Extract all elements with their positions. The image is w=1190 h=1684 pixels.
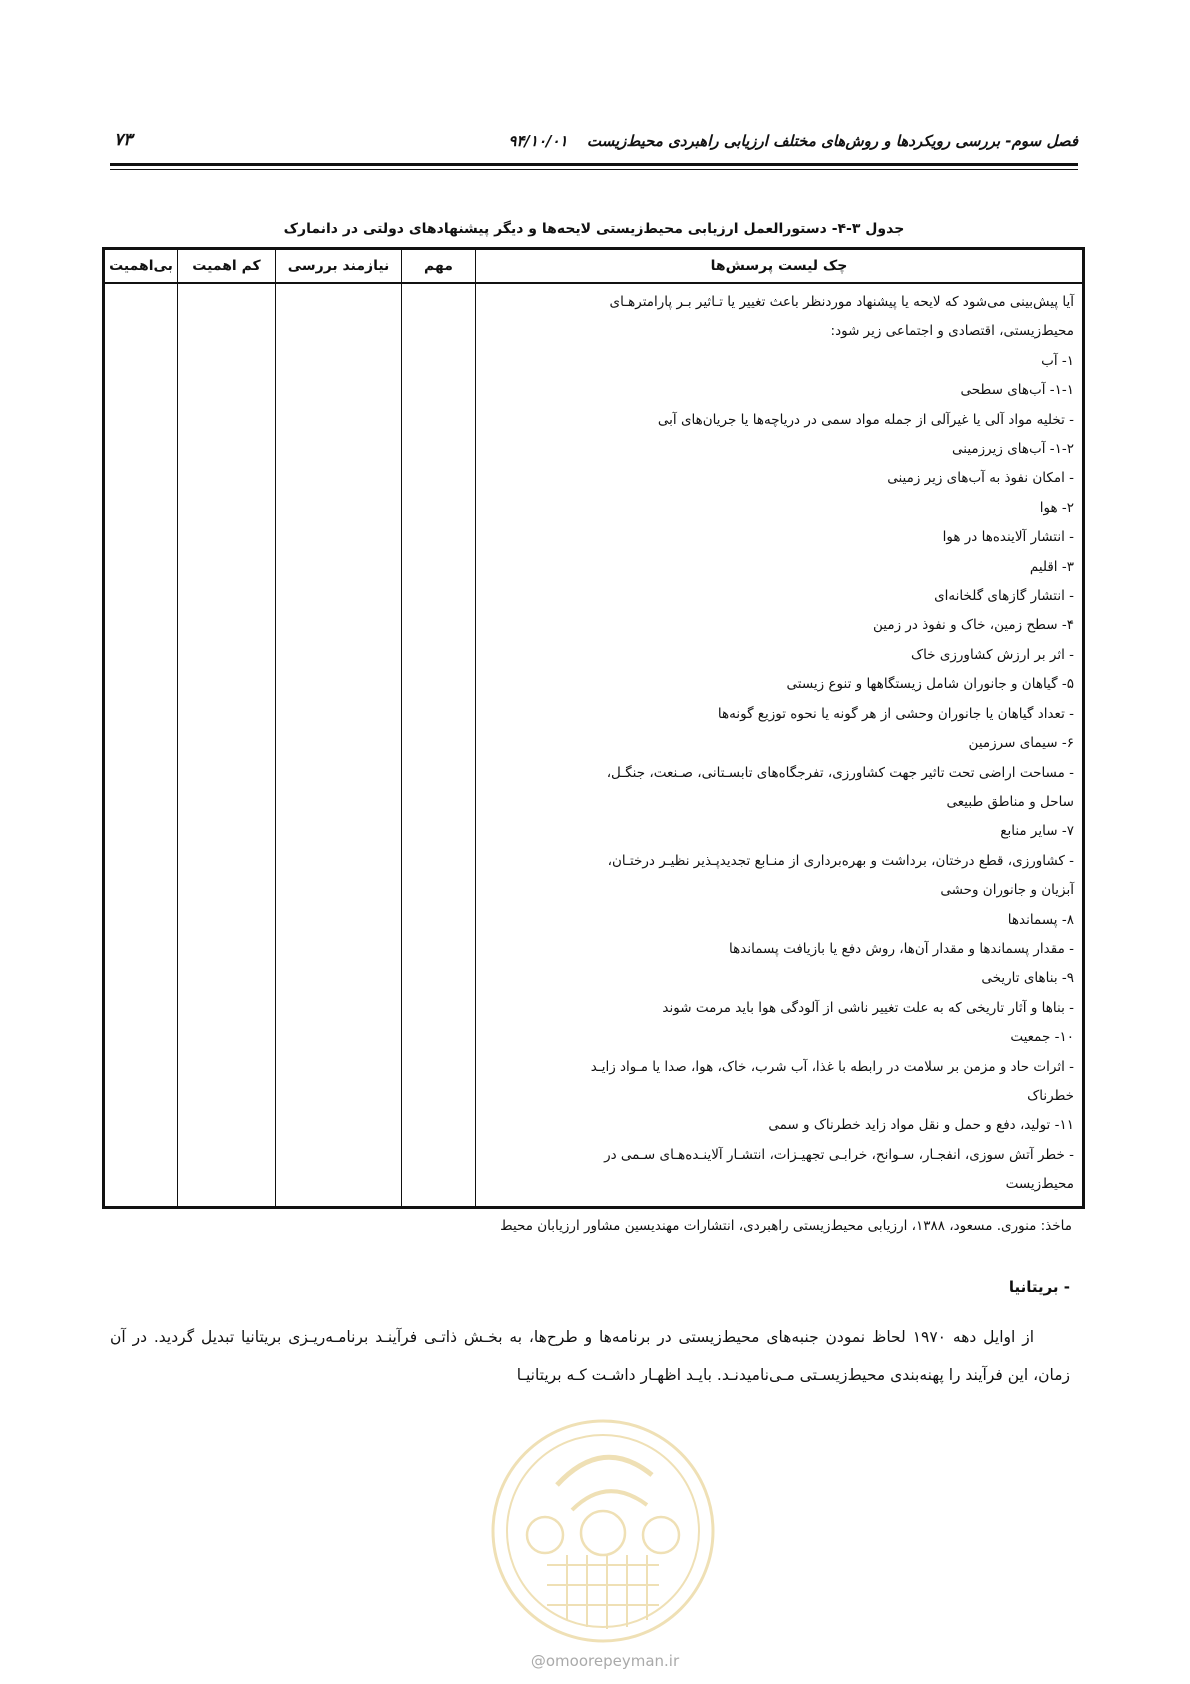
important-cell <box>402 283 476 1207</box>
watermark-logo <box>487 1415 719 1647</box>
checklist-line: ۲- هوا <box>1039 499 1074 516</box>
section-heading: - بریتانیا <box>1008 1278 1070 1296</box>
col-header-checklist: چک لیست پرسش‌ها <box>476 249 1084 284</box>
checklist-line: آیا پیش‌بینی می‌شود که لایحه یا پیشنهاد موردنظر باعث تغییر یا تـاثیر بـر پارامترهـای <box>609 294 1074 310</box>
checklist-line: ساحل و مناطق طبیعی <box>946 793 1074 810</box>
col-header-important: مهم <box>402 249 476 284</box>
checklist-line: - کشاورزی، قطع درختان، برداشت و بهره‌برداری از منـابع تجدیدپـذیر نظیـر درختـان، <box>607 852 1074 869</box>
checklist-line: ۷- سایر منابع <box>1000 823 1074 840</box>
checklist-line: ۴- سطح زمین، خاک و نفوذ در زمین <box>873 617 1074 634</box>
col-header-low-importance: کم اهمیت <box>178 249 276 284</box>
checklist-line: - اثرات حاد و مزمن بر سلامت در رابطه با غذا، آب شرب، خاک، هوا، صدا یا مـواد زایـد <box>590 1058 1074 1075</box>
checklist-line: - انتشار آلاینده‌ها در هوا <box>942 529 1074 546</box>
checklist-line: ۱- آب <box>1041 352 1074 369</box>
checklist-line: - خطر آتش سوزی، انفجـار، سـوانح، خرابـی تجهیـزات، انتشـار آلاینـده‌هـای سـمی در <box>604 1146 1074 1163</box>
checklist-line: ۱۱- تولید، دفع و حمل و نقل مواد زاید خطرناک و سمی <box>768 1117 1074 1134</box>
source-note: ماخذ: منوری. مسعود، ۱۳۸۸، ارزیابی محیط‌زیستی راهبردی، انتشارات مهندیسین مشاور ارزیابان محیط <box>500 1218 1072 1234</box>
checklist-line: - بناها و آثار تاریخی که به علت تغییر ناشی از آلودگی هوا باید مرمت شوند <box>662 999 1074 1016</box>
checklist-line: - مقدار پسماندها و مقدار آن‌ها، روش دفع یا بازیافت پسماندها <box>729 940 1074 957</box>
checklist-line: - انتشار گازهای گلخانه‌ای <box>934 588 1074 605</box>
col-header-needs-review: نیازمند بررسی <box>276 249 402 284</box>
table-header-row <box>104 249 1084 284</box>
table-row <box>104 283 1084 1207</box>
checklist-line: خطرناک <box>1027 1087 1074 1104</box>
header-rule-thick <box>110 163 1078 166</box>
checklist-cell <box>476 283 1084 1207</box>
table-caption: جدول ۳-۴- دستورالعمل ارزیابی محیط‌زیستی لایحه‌ها و دیگر پیشنهادهای دولتی در دانمارک <box>283 221 905 237</box>
checklist-line: محیط‌زیست <box>1005 1176 1074 1193</box>
needs-review-cell <box>276 283 402 1207</box>
checklist-line: ۱-۲- آب‌های زیرزمینی <box>952 441 1074 458</box>
checklist-line: ۱۰- جمعیت <box>1010 1029 1074 1046</box>
checklist-line: ۳- اقلیم <box>1029 558 1074 575</box>
col-header-unimportant: بی‌اهمیت <box>104 249 178 284</box>
header-date: ۹۴/۱۰/۰۱ <box>508 132 568 150</box>
body-paragraph <box>110 1318 1070 1394</box>
unimportant-cell <box>104 283 178 1207</box>
checklist-line: - مساحت اراضی تحت تاثیر جهت کشاورزی، تفرجگاه‌های تابسـتانی، صـنعت، جنگـل، <box>606 764 1074 781</box>
checklist-line: ۶- سیمای سرزمین <box>968 735 1074 752</box>
checklist-line: - امکان نفوذ به آب‌های زیر زمینی <box>887 470 1074 487</box>
chapter-title: فصل سوم- بررسی رویکردها و روش‌های مختلف ارزیابی راهبردی محیط‌زیست <box>586 132 1078 150</box>
running-title <box>508 132 1078 150</box>
header-rule-thin <box>110 169 1078 170</box>
checklist-line: - تخلیه مواد آلی یا غیرآلی از جمله مواد سمی در دریاچه‌ها یا جریان‌های آبی <box>657 411 1074 428</box>
low-importance-cell <box>178 283 276 1207</box>
checklist-line: محیط‌زیستی، اقتصادی و اجتماعی زیر شود: <box>830 323 1074 340</box>
checklist-line: ۹- بناهای تاریخی <box>981 970 1074 987</box>
paragraph-text: از اوایل دهه ۱۹۷۰ لحاظ نمودن جنبه‌های محیط‌زیستی در برنامه‌ها و طرح‌ها، به بخـش ذاتـی فرآینـد برنامـه‌ریـزی بریتانیا تبدیل گردید. در آن زمان، این فرآیند را پهنه‌بندی محیط‌زیسـتی مـی‌نامیدنـد. بایـد اظهـار داشـت کـه بریتانیـا <box>110 1328 1070 1384</box>
checklist-line: - اثر بر ارزش کشاورزی خاک <box>910 646 1074 663</box>
checklist-table <box>102 247 1085 1209</box>
page-number: ۷۳ <box>114 130 133 150</box>
checklist-line: ۱-۱- آب‌های سطحی <box>960 382 1074 399</box>
checklist-line: - تعداد گیاهان یا جانوران وحشی از هر گونه یا نحوه توزیع گونه‌ها <box>717 705 1074 722</box>
page-header <box>110 130 1078 156</box>
watermark-url: @omoorepeyman.ir <box>530 1652 680 1670</box>
checklist-line: ۸- پسماندها <box>1007 911 1074 928</box>
checklist-line: ۵- گیاهان و جانوران شامل زیستگاهها و تنوع زیستی <box>786 676 1074 693</box>
checklist-line: آبزیان و جانوران وحشی <box>940 882 1074 899</box>
